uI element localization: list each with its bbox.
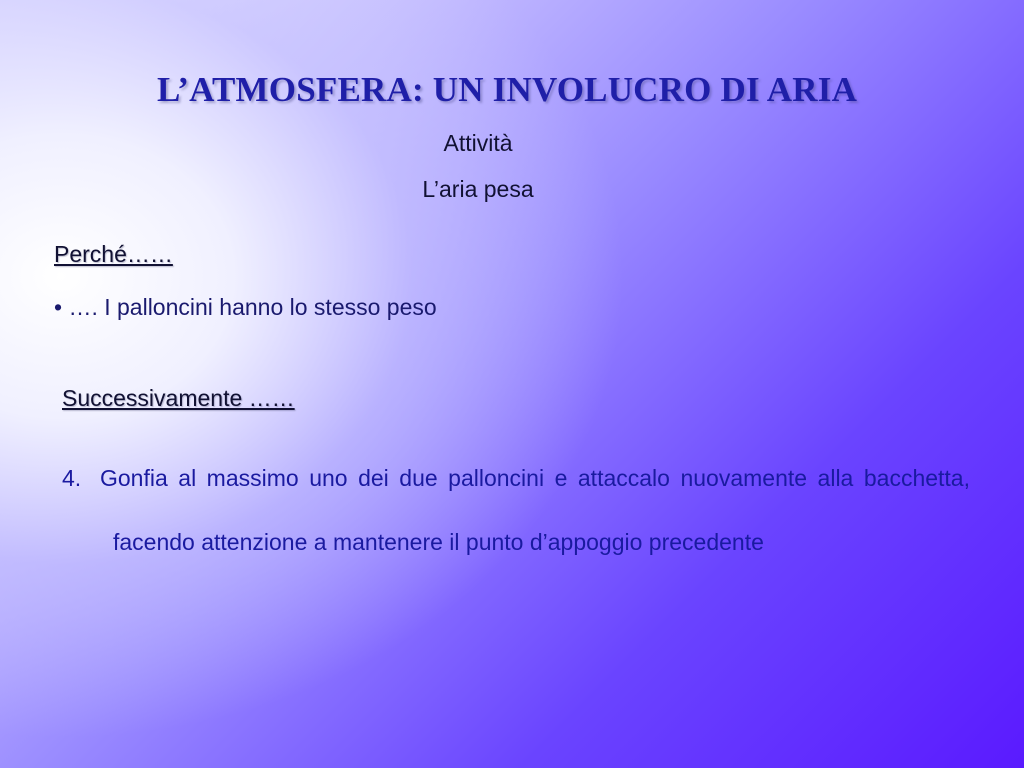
- section-heading-why: Perché……: [54, 241, 173, 267]
- item-text: Gonfia al massimo uno dei due palloncini e attaccalo nuovamente alla bacchetta, facendo attenzione a mantenere il punto d’appoggio precedente: [100, 465, 970, 555]
- bullet-item: • …. I palloncini hanno lo stesso peso: [54, 294, 437, 320]
- numbered-item: [62, 446, 970, 574]
- slide-subtitle-topic: L’aria pesa: [422, 176, 534, 202]
- slide-subtitle-activity: Attività: [443, 130, 513, 156]
- item-number: 4.: [62, 465, 82, 491]
- slide-title: L’ATMOSFERA: UN INVOLUCRO DI ARIA: [156, 70, 858, 109]
- section-heading-next: Successivamente ……: [62, 385, 295, 411]
